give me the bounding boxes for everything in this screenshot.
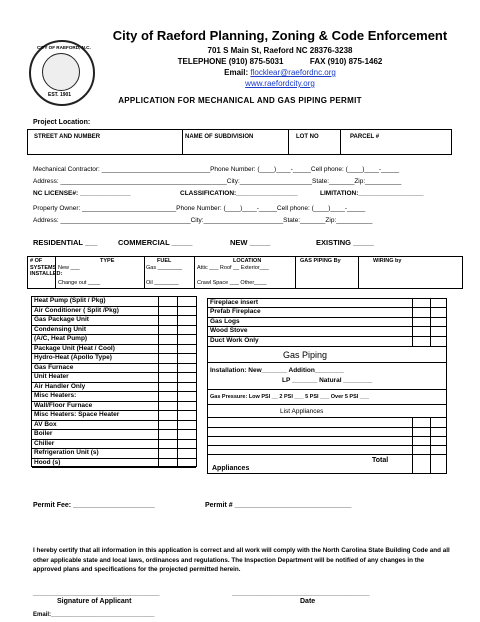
certification-text: I hereby certify that all information in this application is correct and all work will comply with the North Carolina State Building Code and all other applicable state and local laws, ordinances and regulations. The Inspection Department will be notified of any changes in the approved plans and specifications for the projected permitted herein. [33, 547, 450, 573]
applicant-email-field[interactable]: Email:_______________________________ [33, 612, 155, 618]
project-location-table [27, 129, 452, 155]
equipment-label: Air Handler Only [34, 382, 86, 390]
date-line[interactable]: ______________________________________ [232, 590, 370, 597]
fireplace-row [208, 318, 446, 327]
contact-line [100, 57, 460, 66]
contractor-line[interactable]: Mechanical Contractor: ______________________________Phone Number: (____)____-_____Cell phone: (____)____-_____ [33, 166, 400, 173]
equipment-label: Unit Heater [34, 373, 69, 380]
existing-field[interactable]: EXISTING _____ [316, 238, 374, 247]
gas-appliance-table [207, 298, 447, 474]
appliances-label: Appliances [212, 465, 250, 472]
signature-label: Signature of Applicant [57, 598, 132, 605]
owner-address-line[interactable]: Address: ____________________________________City:______________________State:_______Zip:__________ [33, 217, 373, 224]
col-lot: LOT NO [296, 134, 319, 140]
seal-bottom-text: EST. 1901 [48, 92, 72, 98]
gas-pressure-line[interactable]: Gas Pressure: Low PSI __ 2 PSI ___ 5 PSI ___ Over 5 PSI ___ [210, 394, 369, 400]
fuel-gas[interactable]: Gas ________ [146, 265, 183, 271]
website-line [100, 79, 460, 88]
equipment-row [32, 335, 196, 345]
type-header: TYPE [100, 258, 115, 264]
gas-piping-by: GAS PIPING By [300, 258, 341, 264]
equipment-label: Air Conditioner ( Split /Pkg) [34, 306, 119, 314]
equipment-row [32, 421, 196, 431]
equipment-row [32, 326, 196, 336]
equipment-row [32, 383, 196, 393]
wiring-by: WIRING by [373, 258, 402, 264]
equipment-row [32, 411, 196, 421]
classification-field[interactable]: CLASSIFICATION:_________________ [180, 190, 298, 197]
new-field[interactable]: NEW _____ [230, 238, 271, 247]
col-subdivision: NAME OF SUBDIVISION [185, 134, 254, 140]
equipment-row [32, 364, 196, 374]
equipment-label: Misc Heaters: [34, 392, 77, 399]
signature-line[interactable]: ___________________________________ [33, 590, 160, 597]
equipment-row [32, 392, 196, 402]
residential-field[interactable]: RESIDENTIAL ___ [33, 238, 98, 247]
col-street: STREET AND NUMBER [34, 134, 101, 140]
limitation-field[interactable]: LIMITATION:__________________ [320, 190, 424, 197]
equipment-row [32, 316, 196, 326]
equipment-label: Condensing Unit [34, 325, 86, 333]
equipment-label: Gas Package Unit [34, 316, 89, 323]
total-label: Total [372, 457, 389, 464]
fireplace-row [208, 337, 446, 346]
fireplace-label: Wood Stove [210, 327, 248, 335]
equipment-row [32, 307, 196, 317]
seal-emblem [42, 53, 80, 91]
equipment-label: Gas Furnace [34, 363, 74, 371]
fireplace-row [208, 299, 446, 308]
equipment-row [32, 373, 196, 383]
permit-fee-field[interactable]: Permit Fee: _____________________ [33, 502, 155, 509]
equipment-label: Boiler [34, 430, 53, 437]
fireplace-row [208, 327, 446, 336]
equipment-row [32, 440, 196, 450]
location-line1[interactable]: Attic ___ Roof __ Exterior___ [197, 265, 269, 271]
fireplace-label: Gas Logs [210, 317, 240, 325]
contractor-address-line[interactable]: Address: ______________________________________________City:____________________State:_______Zip:__________ [33, 178, 402, 185]
type-new[interactable]: New ___ [58, 265, 80, 271]
fireplace-label: Fireplace insert [210, 299, 259, 306]
fireplace-row [208, 308, 446, 317]
office-title: City of Raeford Planning, Zoning & Code Enforcement [112, 28, 448, 43]
equipment-row [32, 402, 196, 412]
equipment-label: Package Unit (Heat / Cool) [34, 344, 115, 352]
equipment-row [32, 345, 196, 355]
equipment-label: Hood (s) [34, 458, 61, 466]
nc-license-field[interactable]: NC LICENSE#: ______________ [33, 190, 131, 197]
equipment-row [32, 430, 196, 440]
permit-number-field[interactable]: Permit # ______________________________ [205, 502, 352, 509]
equipment-label: AV Box [34, 420, 57, 428]
fireplace-label: Prefab Fireplace [210, 308, 261, 316]
equipment-label: Hydro-Heat (Apollo Type) [34, 354, 112, 361]
email-line [100, 68, 460, 77]
systems-label: # OF SYSTEMS INSTALLED: [30, 258, 63, 277]
equipment-label: Refrigeration Unit (s) [34, 449, 99, 456]
equipment-label: Wall/Floor Furnace [34, 401, 93, 409]
permit-title: APPLICATION FOR MECHANICAL AND GAS PIPING PERMIT [118, 96, 362, 105]
office-address: 701 S Main St, Raeford NC 28376-3238 [207, 46, 353, 55]
equipment-row [32, 354, 196, 364]
project-location-label: Project Location: [33, 119, 91, 126]
owner-line[interactable]: Property Owner: __________________________Phone Number: (____)____-_____Cell phone: (____)____-_____ [33, 205, 366, 212]
date-label: Date [300, 598, 316, 605]
location-header: LOCATION [233, 258, 262, 264]
equipment-row [32, 459, 196, 469]
equipment-label: Heat Pump (Split / Pkg) [34, 297, 106, 304]
commercial-field[interactable]: COMMERCIAL _____ [118, 238, 193, 247]
website-link[interactable]: www.raefordcity.org [245, 79, 315, 88]
fuel-oil[interactable]: Oil ________ [146, 280, 179, 286]
fireplace-label: Duct Work Only [210, 336, 259, 344]
equipment-label: Chiller [34, 439, 55, 447]
fax: FAX (910) 875-1462 [309, 57, 383, 66]
fuel-type-line[interactable]: LP _______ Natural ________ [282, 377, 373, 384]
equipment-row [32, 297, 196, 307]
equipment-label: (A/C, Heat Pump) [34, 335, 88, 342]
seal-top-text: CITY OF RAEFORD, N.C. [37, 45, 91, 50]
equipment-label: Misc Heaters: Space Heater [34, 411, 120, 418]
email-label: Email: [224, 68, 249, 77]
installation-line[interactable]: Installation: New_______ Addition________ [210, 367, 344, 374]
location-line2[interactable]: Crawl Space ___ Other____ [197, 280, 267, 286]
email-link[interactable]: flocklear@raefordnc.org [250, 68, 336, 77]
col-parcel: PARCEL # [350, 134, 380, 140]
equipment-row [32, 449, 196, 459]
gas-piping-heading: Gas Piping [283, 350, 328, 360]
list-appliances-heading: List Appliances [280, 408, 324, 415]
systems-table [27, 256, 463, 289]
equipment-table [31, 296, 197, 467]
fuel-header: FUEL [157, 258, 172, 264]
telephone: TELEPHONE (910) 875-5031 [177, 57, 284, 66]
type-change-out[interactable]: Change out ____ [58, 280, 101, 286]
